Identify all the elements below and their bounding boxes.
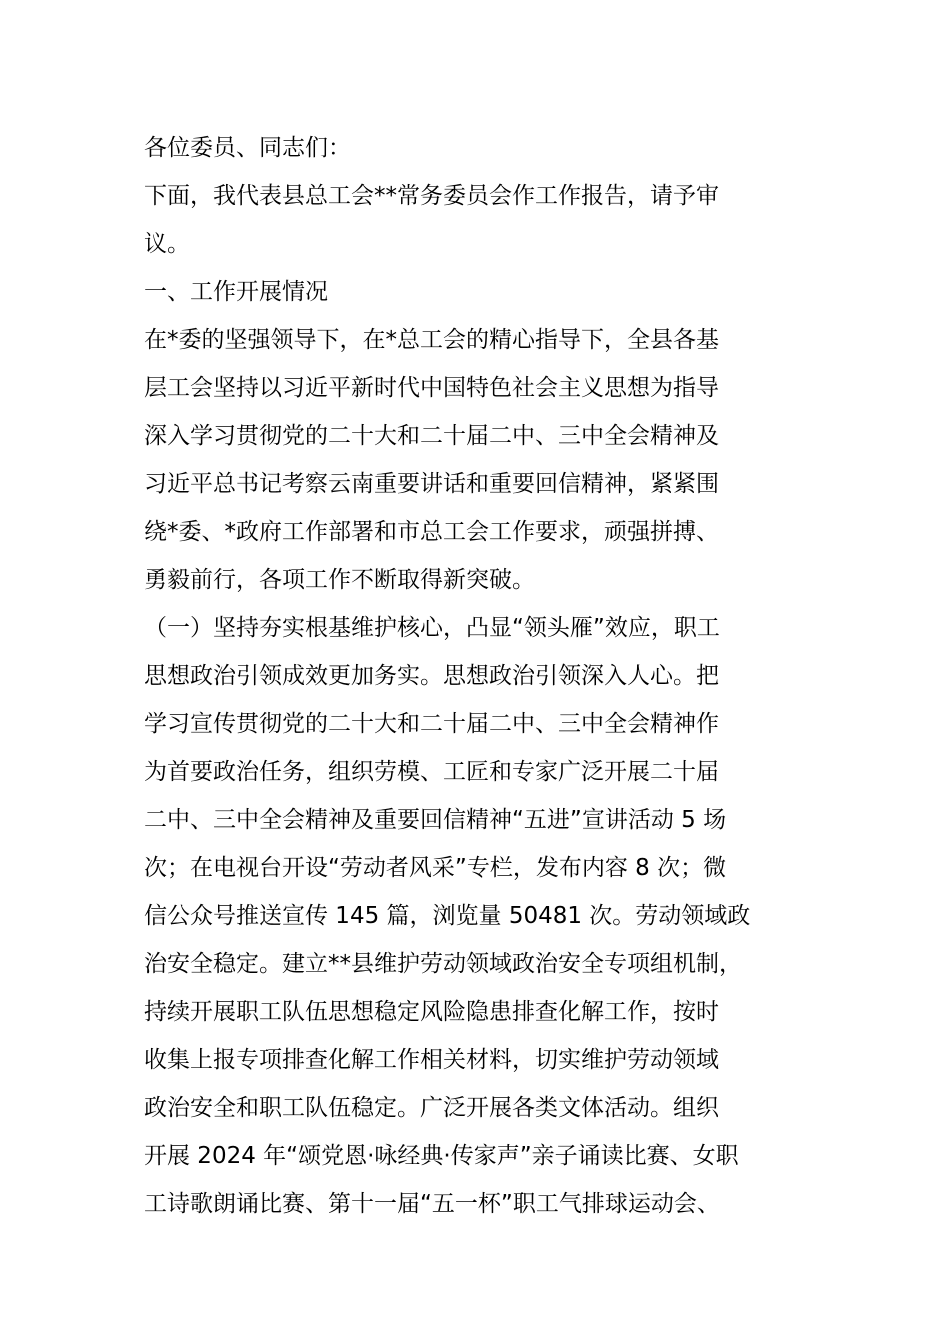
paragraph-line: 层工会坚持以习近平新时代中国特色社会主义思想为指导: [144, 375, 719, 401]
paragraph-line: 持续开展职工队伍思想稳定风险隐患排查化解工作，按时: [144, 999, 719, 1025]
paragraph-line: 信公众号推送宣传 145 篇，浏览量 50481 次。劳动领域政: [144, 903, 751, 929]
section-heading: 一、工作开展情况: [144, 279, 328, 305]
paragraph-line: 工诗歌朗诵比赛、第十一届“五一杯”职工气排球运动会、: [144, 1191, 720, 1217]
paragraph-line: 政治安全和职工队伍稳定。广泛开展各类文体活动。组织: [144, 1095, 719, 1121]
subsection-line: （一）坚持夯实根基维护核心，凸显“领头雁”效应，职工: [144, 615, 720, 641]
report-body: [144, 124, 844, 1228]
intro-line-1: 下面，我代表县总工会**常务委员会作工作报告，请予审: [144, 183, 719, 209]
paragraph-line: 在*委的坚强领导下，在*总工会的精心指导下，全县各基: [144, 327, 719, 353]
paragraph-line: 开展 2024 年“颂党恩·咏经典·传家声”亲子诵读比赛、女职: [144, 1143, 739, 1169]
paragraph-line: 治安全稳定。建立**县维护劳动领域政治安全专项组机制，: [144, 951, 742, 977]
paragraph-line: 习近平总书记考察云南重要讲话和重要回信精神，紧紧围: [144, 471, 719, 497]
paragraph-line: 收集上报专项排查化解工作相关材料，切实维护劳动领域: [144, 1047, 719, 1073]
paragraph-line: 学习宣传贯彻党的二十大和二十届二中、三中全会精神作: [144, 711, 719, 737]
paragraph-line: 二中、三中全会精神及重要回信精神“五进”宣讲活动 5 场: [144, 807, 727, 833]
paragraph-line: 思想政治引领成效更加务实。思想政治引领深入人心。把: [144, 663, 719, 689]
paragraph-line: 为首要政治任务，组织劳模、工匠和专家广泛开展二十届: [144, 759, 719, 785]
paragraph-line: 绕*委、*政府工作部署和市总工会工作要求，顽强拼搏、: [144, 519, 719, 545]
paragraph-line: 次；在电视台开设“劳动者风采”专栏，发布内容 8 次；微: [144, 855, 727, 881]
intro-line-2: 议。: [144, 231, 190, 257]
paragraph-line: 深入学习贯彻党的二十大和二十届二中、三中全会精神及: [144, 423, 719, 449]
salutation-line: 各位委员、同志们：: [144, 135, 351, 161]
paragraph-line: 勇毅前行，各项工作不断取得新突破。: [144, 567, 535, 593]
